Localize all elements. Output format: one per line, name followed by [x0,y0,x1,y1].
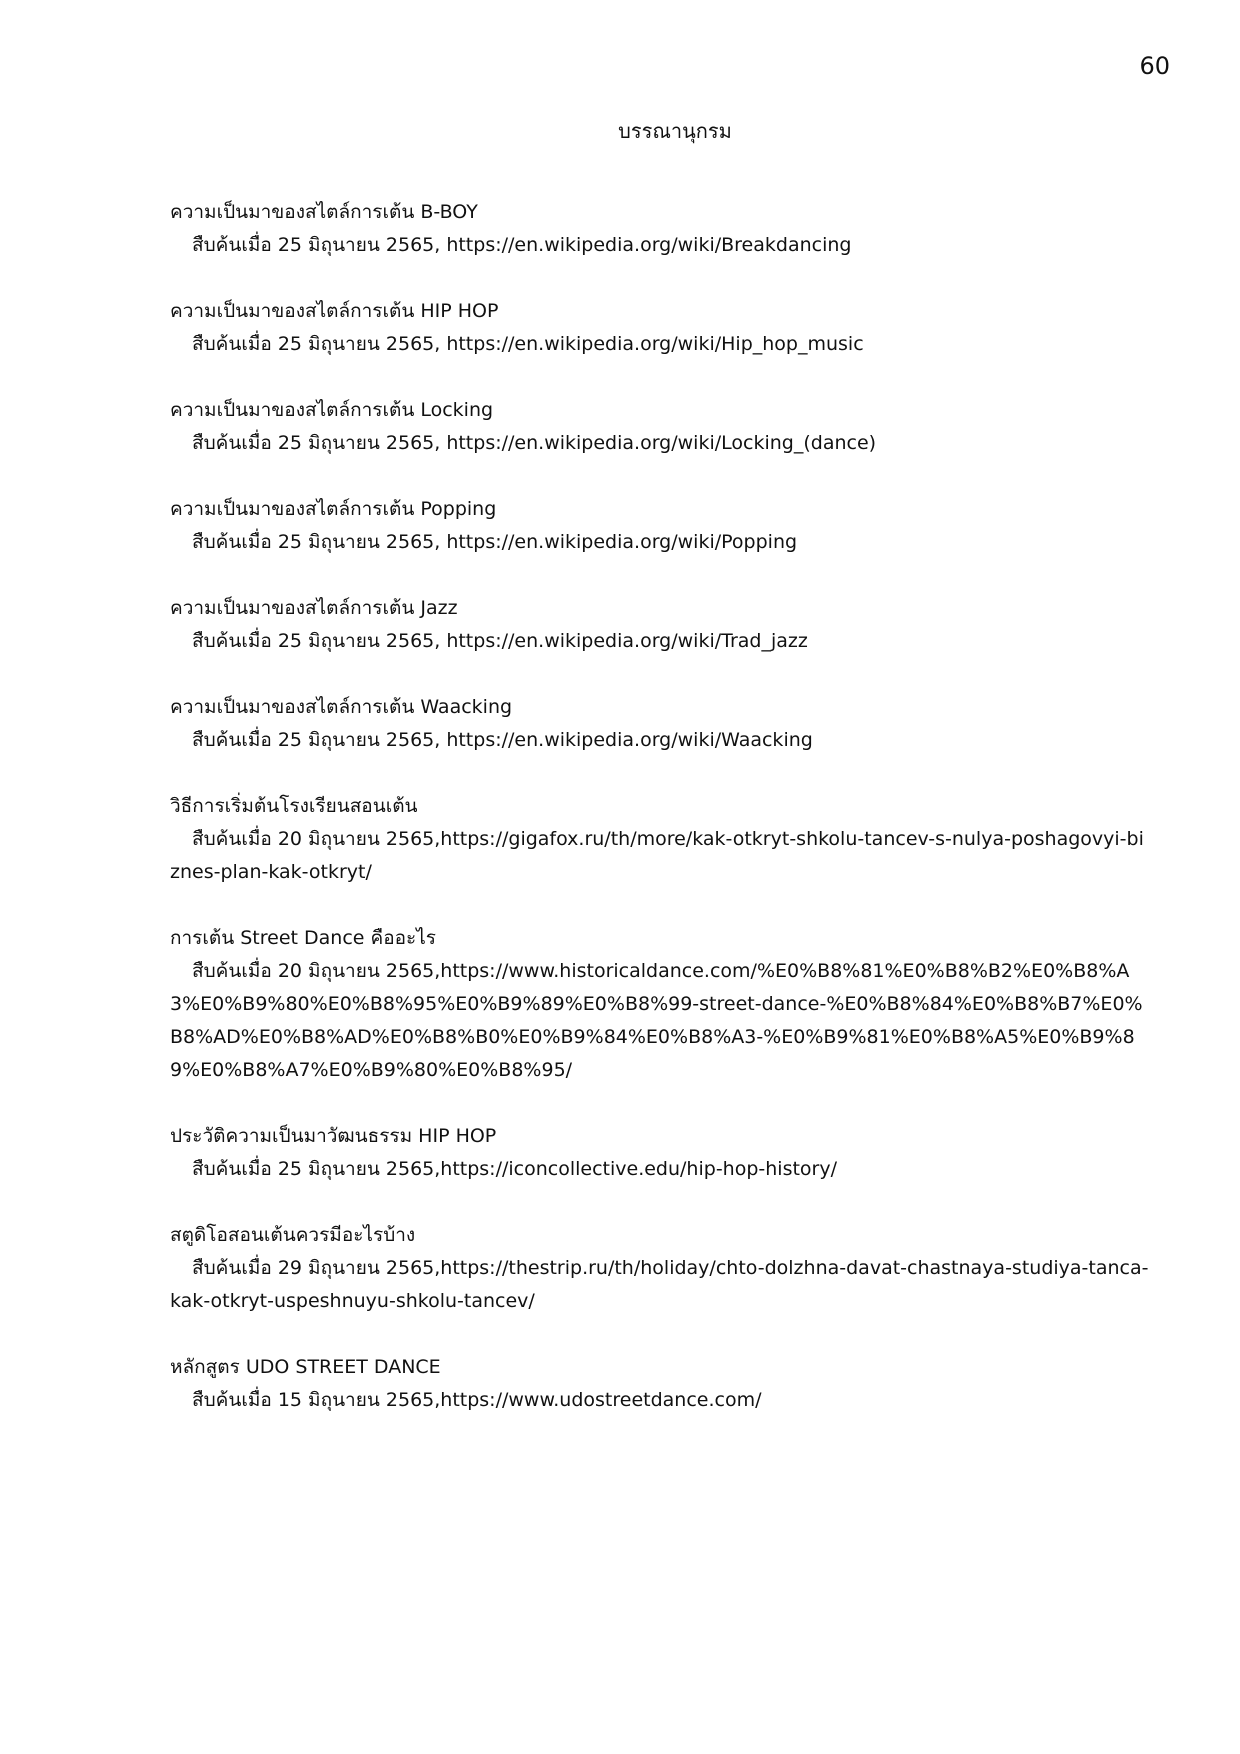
reference-source: สืบค้นเมื่อ 25 มิถุนายน 2565, https://en.wikipedia.org/wiki/Waacking [192,729,813,751]
reference-title: สตูดิโอสอนเต้นควรมีอะไรบ้าง [170,1224,416,1246]
reference-source: สืบค้นเมื่อ 25 มิถุนายน 2565, https://en.wikipedia.org/wiki/Hip_hop_music [192,333,864,355]
reference-source: สืบค้นเมื่อ 25 มิถุนายน 2565, https://en.wikipedia.org/wiki/Trad_jazz [192,630,808,652]
page-number: 60 [1139,52,1170,80]
reference-source: สืบค้นเมื่อ 20 มิถุนายน 2565,https://gigafox.ru/th/more/kak-otkryt-shkolu-tancev-s-nulya-poshagovyi-biznes-plan-kak-otkryt/ [170,828,1144,883]
reference-source: สืบค้นเมื่อ 20 มิถุนายน 2565,https://www.historicaldance.com/%E0%B8%81%E0%B8%B2%E0%B8%A3%E0%B9%80%E0%B8%95%E0%B9%89%E0%B8%99-street-dance-%E0%B8%84%E0%B8%B7%E0%B8%AD%E0%B8%AD%E0%B8%B0%E0%B9%84%E0%B8%A3-%E0%B9%81%E0%B8%A5%E0%B9%89%E0%B8%A7%E0%B9%80%E0%B8%95/ [170,960,1143,1081]
reference-title: ความเป็นมาของสไตล์การเต้น Waacking [170,696,513,718]
reference-title: ความเป็นมาของสไตล์การเต้น B-BOY [170,201,478,223]
reference-entry [170,790,1150,889]
bibliography-list [170,196,1150,1450]
reference-title: ความเป็นมาของสไตล์การเต้น Locking [170,399,494,421]
reference-title: ความเป็นมาของสไตล์การเต้น HIP HOP [170,300,499,322]
reference-entry [170,691,1150,757]
reference-title: ประวัติความเป็นมาวัฒนธรรม HIP HOP [170,1125,497,1147]
reference-entry [170,1219,1150,1318]
reference-source: สืบค้นเมื่อ 25 มิถุนายน 2565, https://en.wikipedia.org/wiki/Breakdancing [192,234,852,256]
reference-source: สืบค้นเมื่อ 25 มิถุนายน 2565, https://en.wikipedia.org/wiki/Locking_(dance) [192,432,877,454]
reference-entry [170,1351,1150,1417]
reference-entry [170,196,1150,262]
reference-entry [170,922,1150,1087]
reference-source: สืบค้นเมื่อ 15 มิถุนายน 2565,https://www.udostreetdance.com/ [192,1389,762,1411]
page-title: บรรณานุกรม [618,119,732,143]
reference-entry [170,394,1150,460]
reference-entry [170,295,1150,361]
reference-entry [170,493,1150,559]
reference-source: สืบค้นเมื่อ 29 มิถุนายน 2565,https://thestrip.ru/th/holiday/chto-dolzhna-davat-chastnaya-studiya-tanca-kak-otkryt-uspeshnuyu-shkolu-tancev/ [170,1257,1149,1312]
reference-title: หลักสูตร UDO STREET DANCE [170,1356,441,1378]
reference-entry [170,1120,1150,1186]
reference-title: ความเป็นมาของสไตล์การเต้น Popping [170,498,497,520]
reference-title: การเต้น Street Dance คืออะไร [170,927,436,949]
reference-title: วิธีการเริ่มต้นโรงเรียนสอนเต้น [170,795,418,817]
reference-title: ความเป็นมาของสไตล์การเต้น Jazz [170,597,458,619]
reference-entry [170,592,1150,658]
reference-source: สืบค้นเมื่อ 25 มิถุนายน 2565,https://iconcollective.edu/hip-hop-history/ [192,1158,838,1180]
reference-source: สืบค้นเมื่อ 25 มิถุนายน 2565, https://en.wikipedia.org/wiki/Popping [192,531,798,553]
